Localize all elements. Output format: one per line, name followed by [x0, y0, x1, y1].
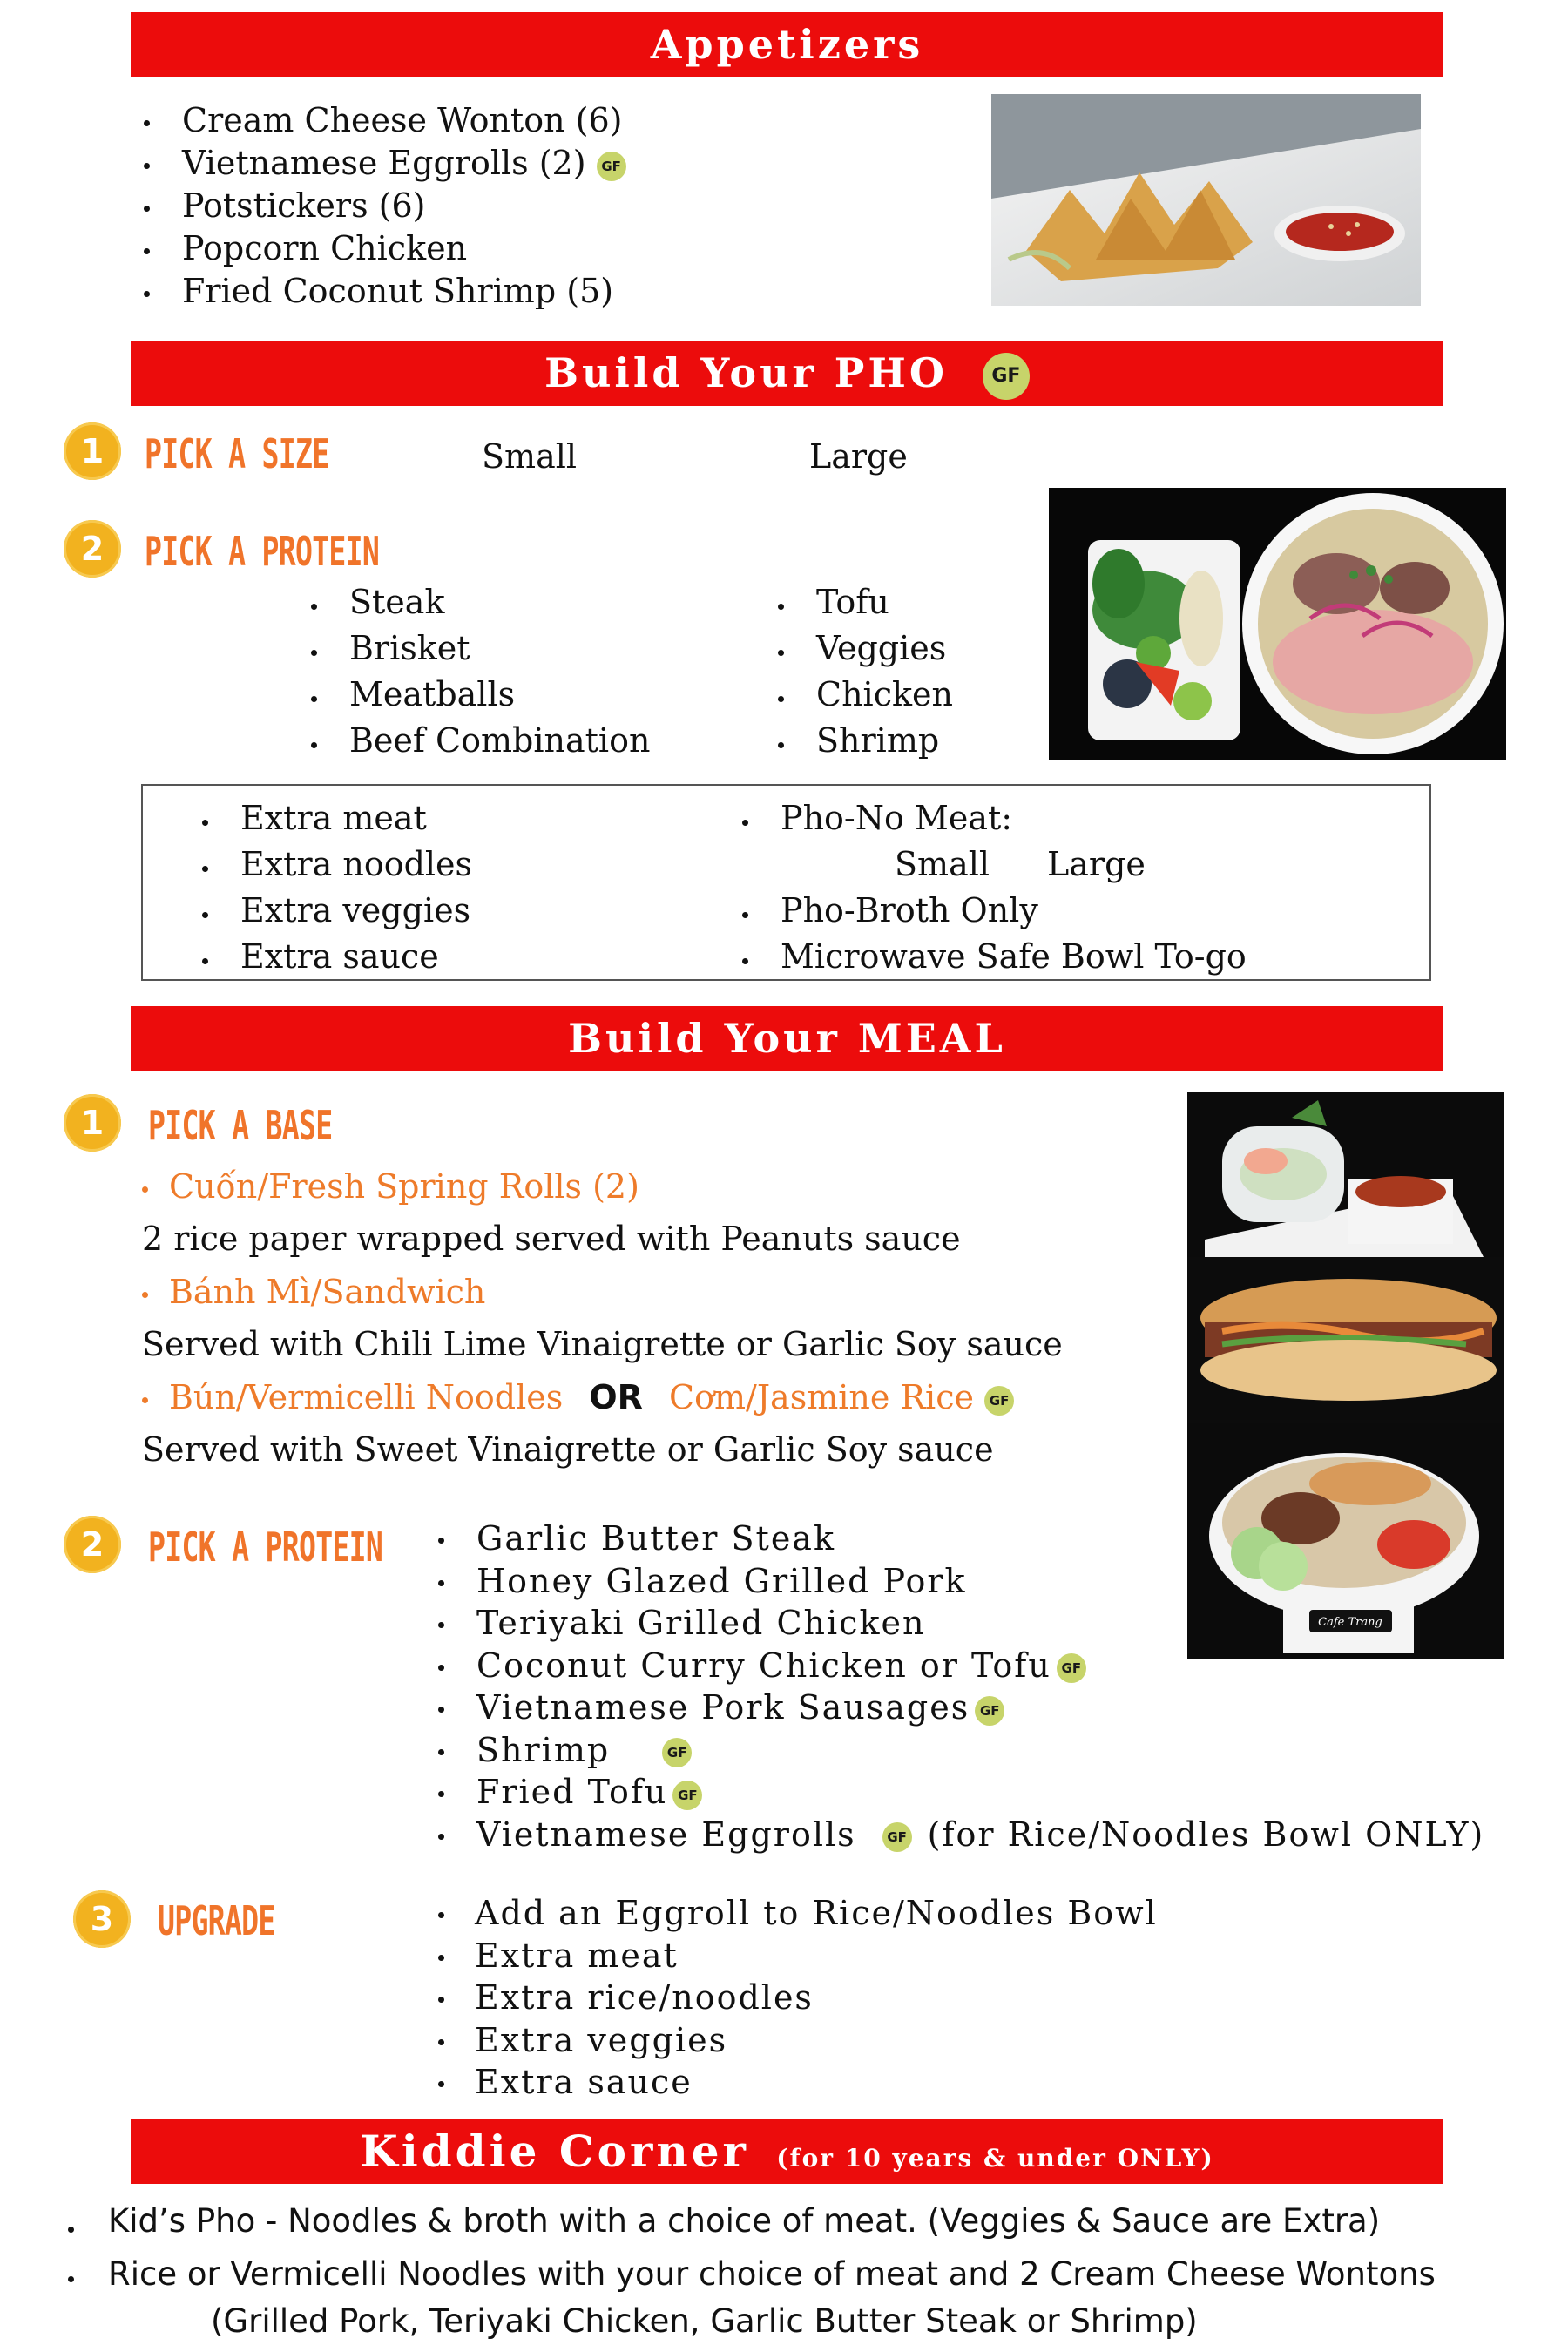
list-item: Extra meat: [438, 1936, 1158, 1979]
gluten-free-badge: GF: [975, 1696, 1004, 1726]
list-item: Microwave Safe Bowl To-go: [742, 937, 1247, 983]
pho-extras-left: [202, 799, 472, 983]
gluten-free-badge: GF: [983, 353, 1030, 400]
pho-step-size-label: PICK A SIZE: [145, 430, 329, 477]
no-meat-sizes: Small Large: [895, 845, 1146, 883]
appetizers-title: Appetizers: [650, 21, 924, 68]
list-item: Honey Glazed Grilled Pork: [438, 1562, 1484, 1605]
list-item: Extra rice/noodles: [438, 1978, 1158, 2021]
list-item: Popcorn Chicken: [144, 229, 626, 272]
base-banh-mi: Bánh Mì/Sandwich: [142, 1273, 485, 1311]
pho-proteins-right: [778, 583, 953, 767]
list-item: Vietnamese Eggrolls (2) GF: [144, 144, 626, 186]
step-number-icon: 1: [64, 422, 121, 480]
appetizers-list: [144, 101, 626, 314]
list-item: Extra veggies: [202, 891, 472, 937]
list-item: Shrimp: [778, 721, 953, 767]
list-item: Tofu: [778, 583, 953, 629]
pho-title: Build Your PHO: [544, 349, 948, 396]
list-item: Extra meat: [202, 799, 472, 845]
kids-header: [131, 2119, 1443, 2184]
banh-mi-photo: [1187, 1257, 1504, 1423]
step-number-icon: 2: [64, 1516, 121, 1573]
list-item: Extra veggies: [438, 2021, 1158, 2064]
bowl-brand-label: Cafe Trang: [1318, 1616, 1382, 1629]
list-item: Vietnamese Pork Sausages GF: [438, 1688, 1484, 1731]
step-number-icon: 1: [64, 1094, 121, 1152]
appetizers-header: [131, 12, 1443, 77]
step-number-icon: 3: [73, 1890, 131, 1948]
meal-title: Build Your MEAL: [568, 1015, 1006, 1062]
gluten-free-badge: GF: [672, 1781, 702, 1810]
list-item: Cream Cheese Wonton (6): [144, 101, 626, 144]
gluten-free-badge: GF: [1057, 1653, 1086, 1683]
wonton-photo: [991, 94, 1421, 306]
list-item: Pho-Broth Only: [742, 891, 1247, 937]
step-number-icon: 2: [64, 520, 121, 578]
size-small: Small: [482, 437, 578, 476]
base-spring-rolls: Cuốn/Fresh Spring Rolls (2): [142, 1167, 639, 1206]
kids-subtitle: (for 10 years & under ONLY): [776, 2144, 1214, 2173]
meal-step-protein-label: PICK A PROTEIN: [148, 1524, 383, 1571]
pho-step-protein-label: PICK A PROTEIN: [145, 528, 380, 575]
list-item: Kid’s Pho - Noodles & broth with a choice of meat. (Veggies & Sauce are Extra): [68, 2202, 1436, 2255]
base-noodles-desc: Served with Sweet Vinaigrette or Garlic Soy sauce: [142, 1430, 994, 1469]
list-item: Brisket: [311, 629, 650, 675]
list-item: Coconut Curry Chicken or Tofu GF: [438, 1646, 1484, 1689]
meal-proteins-list: [438, 1519, 1484, 1857]
gluten-free-badge: GF: [597, 152, 626, 181]
list-item: Shrimp GF: [438, 1731, 1484, 1774]
list-item: Teriyaki Grilled Chicken: [438, 1604, 1484, 1646]
list-item: Meatballs: [311, 675, 650, 721]
list-item: Potstickers (6): [144, 186, 626, 229]
list-item: Vietnamese Eggrolls GF (for Rice/Noodles Bowl ONLY): [438, 1815, 1484, 1858]
list-item: Steak: [311, 583, 650, 629]
spring-roll-photo: [1187, 1092, 1504, 1257]
list-item: Extra noodles: [202, 845, 472, 891]
pho-extras-right: [742, 799, 1247, 983]
list-item: Pho-No Meat:: [742, 799, 1247, 845]
kids-list: [68, 2202, 1436, 2349]
list-item: Rice or Vermicelli Noodles with your choice of meat and 2 Cream Cheese Wontons: [68, 2255, 1436, 2302]
list-item: Veggies: [778, 629, 953, 675]
pho-photo: [1049, 488, 1506, 760]
gluten-free-badge: GF: [662, 1738, 692, 1767]
gluten-free-badge: GF: [882, 1822, 912, 1852]
list-item: Garlic Butter Steak: [438, 1519, 1484, 1562]
list-item: Fried Coconut Shrimp (5): [144, 272, 626, 314]
list-item: Add an Eggroll to Rice/Noodles Bowl: [438, 1894, 1158, 1936]
base-spring-rolls-desc: 2 rice paper wrapped served with Peanuts sauce: [142, 1220, 961, 1258]
meal-header: [131, 1006, 1443, 1071]
gluten-free-badge: GF: [984, 1386, 1014, 1416]
meal-step-base-label: PICK A BASE: [148, 1102, 333, 1149]
list-item: Beef Combination: [311, 721, 650, 767]
kids-title: Kiddie Corner: [360, 2126, 749, 2177]
pho-header: [131, 341, 1443, 406]
base-banh-mi-desc: Served with Chili Lime Vinaigrette or Garlic Soy sauce: [142, 1325, 1063, 1363]
list-item-sub: (Grilled Pork, Teriyaki Chicken, Garlic Butter Steak or Shrimp): [211, 2302, 1198, 2340]
meal-upgrades-list: [438, 1894, 1158, 2105]
size-large: Large: [809, 437, 908, 476]
base-noodles-or-rice: Bún/Vermicelli Noodles OR Cơm/Jasmine Rice GF: [142, 1378, 1014, 1416]
list-item: Extra sauce: [438, 2063, 1158, 2105]
meal-step-upgrade-label: UPGRADE: [158, 1897, 275, 1944]
list-item: Chicken: [778, 675, 953, 721]
list-item: Extra sauce: [202, 937, 472, 983]
list-item: Fried Tofu GF: [438, 1773, 1484, 1815]
pho-proteins-left: [311, 583, 650, 767]
